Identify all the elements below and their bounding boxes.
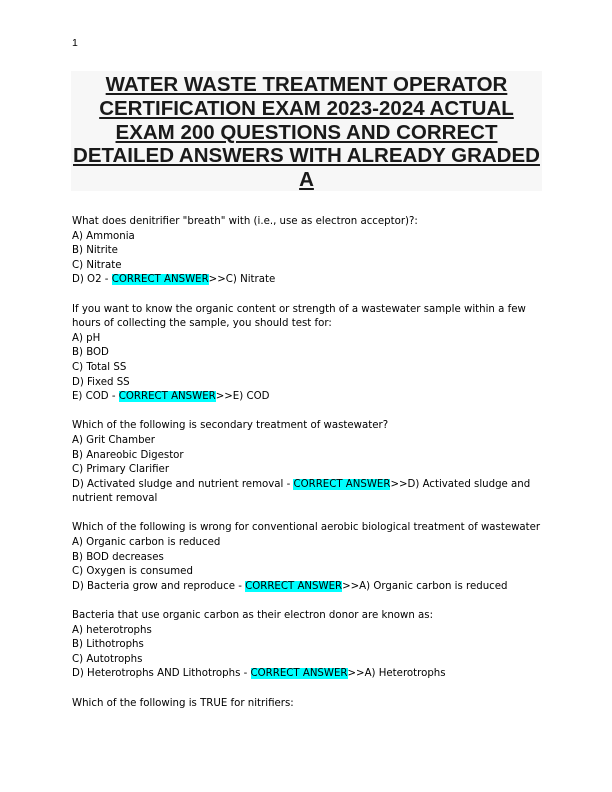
answer-line bbox=[72, 580, 542, 595]
answer-option: A) Ammonia bbox=[72, 230, 135, 242]
question-text: What does denitrifier "breath" with (i.e., use as electron acceptor)?: bbox=[72, 216, 418, 227]
answer-option: D) Bacteria grow and reproduce - bbox=[72, 580, 246, 592]
question-block bbox=[72, 521, 542, 594]
question-block bbox=[72, 609, 542, 682]
correct-answer-label: CORRECT ANSWER bbox=[111, 274, 209, 286]
answer-line bbox=[72, 667, 542, 682]
document-title: WATER WASTE TREATMENT OPERATOR CERTIFICATION EXAM 2023-2024 ACTUAL EXAM 200 QUESTIONS AND CORRECT DETAILED ANSWERS WITH ALREADY GRADED A bbox=[73, 73, 540, 192]
correct-answer-text: >>A) Heterotrophs bbox=[347, 668, 446, 680]
answer-option: C) Total SS bbox=[72, 361, 127, 373]
question-text: Bacteria that use organic carbon as their electron donor are known as: bbox=[72, 610, 434, 622]
question-block bbox=[72, 303, 542, 405]
title-banner bbox=[71, 71, 542, 191]
answer-option: D) Heterotrophs AND Lithotrophs - bbox=[72, 668, 251, 680]
answer-option: C) Autotrophs bbox=[72, 653, 143, 665]
correct-answer-text: >>E) COD bbox=[215, 391, 270, 403]
page-number: 1 bbox=[72, 37, 78, 49]
answer-option: D) O2 - bbox=[72, 274, 112, 286]
correct-answer-label: CORRECT ANSWER bbox=[245, 580, 343, 592]
answer-option: E) COD - bbox=[72, 391, 119, 403]
answer-option: A) Organic carbon is reduced bbox=[72, 537, 221, 549]
correct-answer-text: >>D) Activated sludge and nutrient removal bbox=[72, 478, 531, 505]
correct-answer-text: >>A) Organic carbon is reduced bbox=[342, 580, 508, 592]
answer-option: B) Lithotrophs bbox=[72, 639, 144, 651]
question-block bbox=[72, 215, 542, 288]
question-block bbox=[72, 697, 542, 712]
answer-option: C) Primary Clarifier bbox=[72, 464, 170, 476]
answer-option: B) BOD bbox=[72, 347, 109, 359]
answer-option: C) Nitrate bbox=[72, 259, 122, 271]
question-text: Which of the following is TRUE for nitrifiers: bbox=[72, 697, 294, 709]
answer-option: B) Anareobic Digestor bbox=[72, 449, 184, 461]
answer-option: C) Oxygen is consumed bbox=[72, 566, 193, 578]
answer-option: D) Activated sludge and nutrient removal - bbox=[72, 478, 294, 490]
correct-answer-label: CORRECT ANSWER bbox=[118, 391, 216, 403]
question-text: If you want to know the organic content or strength of a wastewater sample within a few hours of collecting the sample, you should test for: bbox=[72, 303, 526, 330]
answer-option: B) BOD decreases bbox=[72, 551, 164, 563]
question-list bbox=[72, 215, 542, 726]
answer-option: A) Grit Chamber bbox=[72, 434, 155, 446]
question-text: Which of the following is secondary treatment of wastewater? bbox=[72, 420, 389, 432]
answer-line bbox=[72, 273, 542, 288]
correct-answer-label: CORRECT ANSWER bbox=[250, 668, 348, 680]
answer-option: D) Fixed SS bbox=[72, 376, 130, 388]
correct-answer-text: >>C) Nitrate bbox=[208, 274, 276, 286]
answer-option: A) pH bbox=[72, 332, 101, 344]
question-text: Which of the following is wrong for conventional aerobic biological treatment of wastewater bbox=[72, 522, 541, 534]
question-block bbox=[72, 419, 542, 507]
answer-option: A) heterotrophs bbox=[72, 624, 152, 636]
correct-answer-label: CORRECT ANSWER bbox=[293, 478, 391, 490]
answer-option: B) Nitrite bbox=[72, 245, 118, 257]
answer-line bbox=[72, 390, 542, 405]
answer-line bbox=[72, 478, 542, 507]
